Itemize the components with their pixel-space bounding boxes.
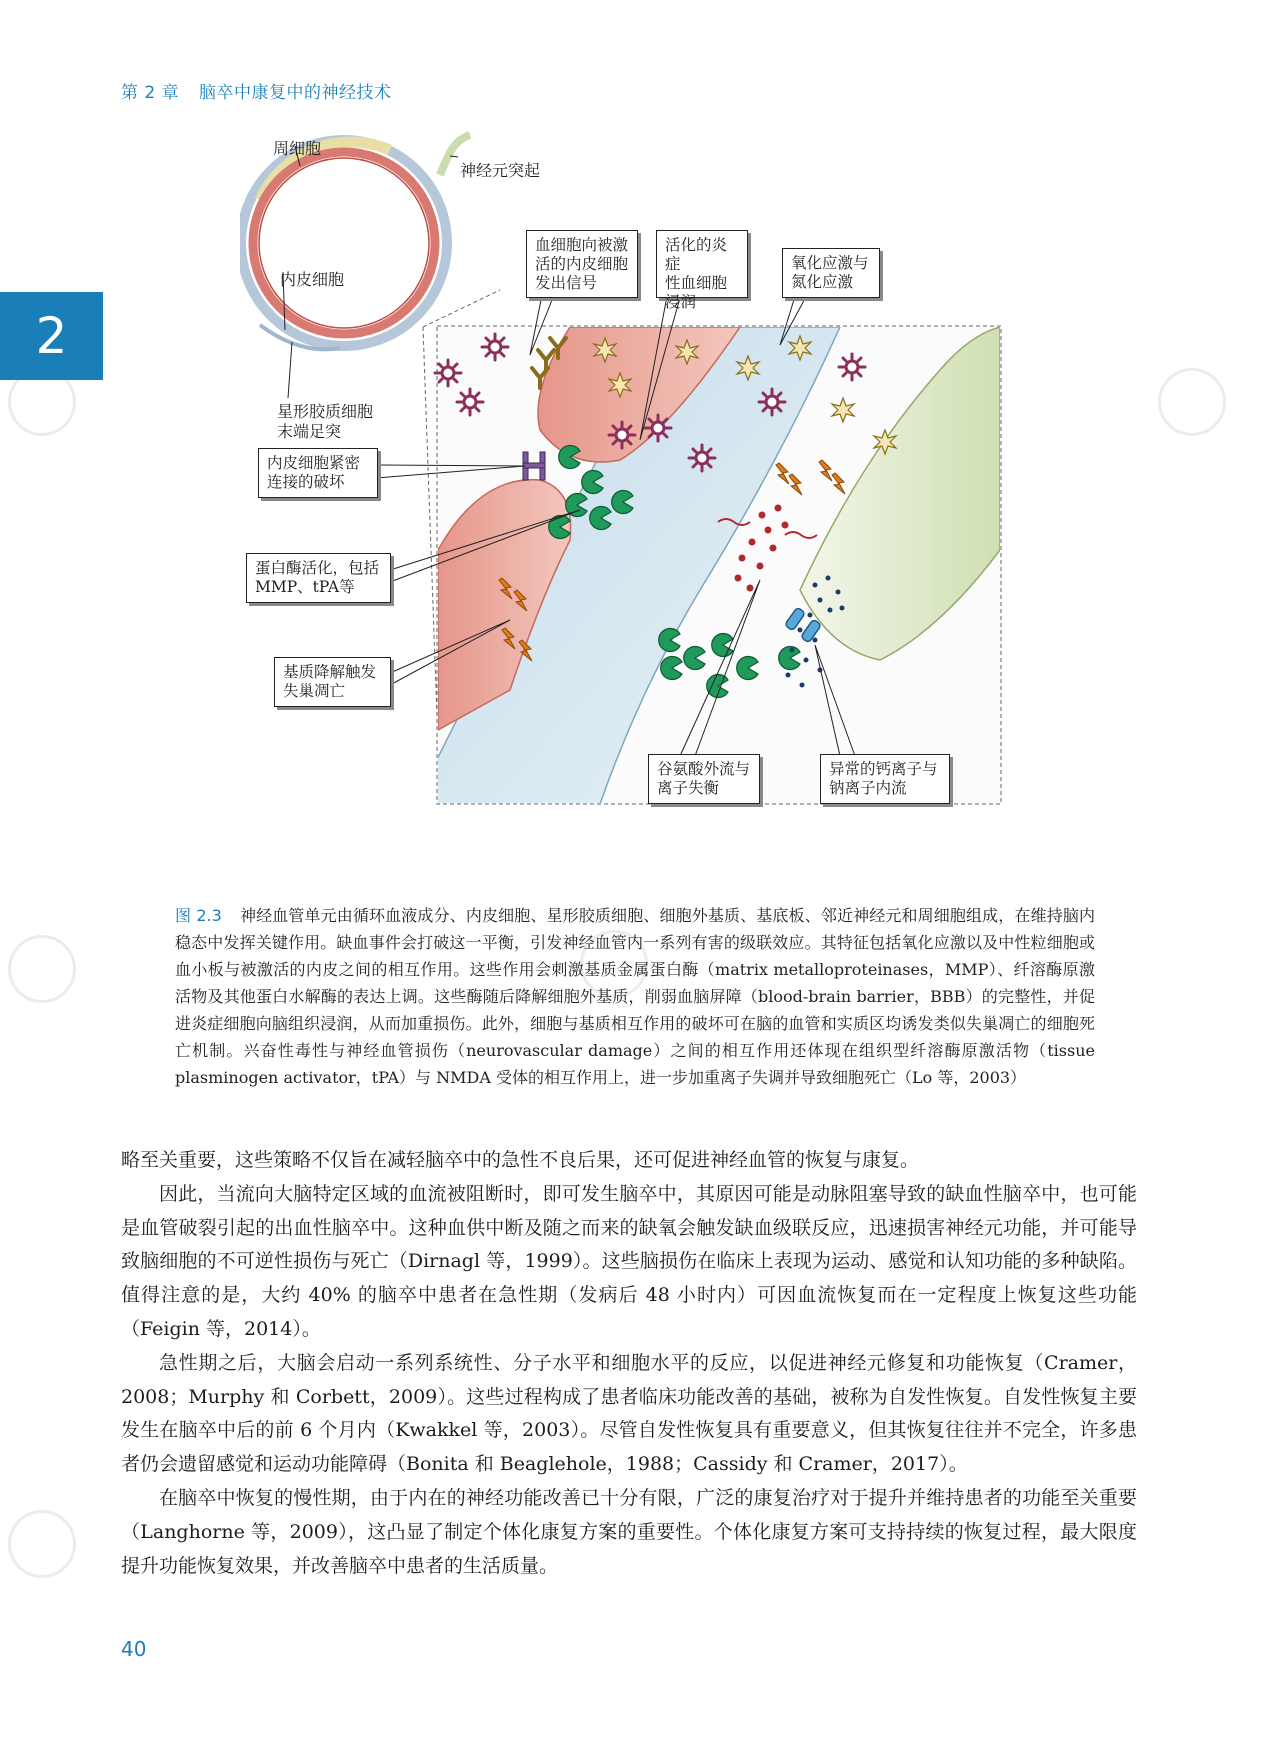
watermark-seal [1158, 368, 1226, 436]
callout-anoikis: 基质降解触发 失巢凋亡 [274, 657, 391, 707]
callout-protease: 蛋白酶活化，包括 MMP、tPA等 [246, 553, 391, 603]
label-astrocyte-endfeet: 星形胶质细胞 末端足突 [277, 402, 374, 441]
paragraph: 急性期之后，大脑会启动一系列系统性、分子水平和细胞水平的反应，以促进神经元修复和功能恢复（Cramer，2008；Murphy 和 Corbett，2009）。这些过程构成了患者临床功能改善的基础，被称为自发性恢复。自发性恢复主要发生在脑卒中后的前 6 个月内（Kwakkel 等，2003）。尽管自发性恢复具有重要意义，但其恢复往往并不完全，许多患者仍会遗留感觉和运动功能障碍（Bonita 和 Beaglehole，1988；Cassidy 和 Cramer，2017）。 [121, 1351, 1137, 1476]
chapter-tab: 2 [0, 292, 103, 380]
label-endothelial-cell: 内皮细胞 [280, 270, 345, 289]
watermark-seal [8, 935, 76, 1003]
label-pericyte: 周细胞 [273, 139, 322, 158]
figure-number: 图 2.3 [175, 906, 222, 925]
callout-signal: 血细胞向被激 活的内皮细胞 发出信号 [526, 230, 638, 298]
label-neuron-process: 神经元突起 [460, 161, 541, 180]
callout-tight-junction: 内皮细胞紧密 连接的破坏 [258, 448, 378, 498]
paragraph: 在脑卒中恢复的慢性期，由于内在的神经功能改善已十分有限，广泛的康复治疗对于提升并维持患者的功能至关重要（Langhorne 等，2009），这凸显了制定个体化康复方案的重要性。个体化康复方案可支持持续的恢复过程，最大限度提升功能恢复效果，并改善脑卒中患者的生活质量。 [121, 1486, 1137, 1577]
watermark-seal [8, 1510, 76, 1578]
figure-caption [175, 902, 1095, 1091]
neurovascular-unit-figure [240, 130, 1010, 900]
chapter-title: 脑卒中康复中的神经技术 [199, 83, 392, 103]
running-head [121, 78, 392, 103]
callout-calcium: 异常的钙离子与 钠离子内流 [820, 754, 950, 804]
page-number: 40 [121, 1637, 147, 1661]
chapter-number: 第 2 章 [121, 83, 180, 103]
figure-caption-text: 神经血管单元由循环血液成分、内皮细胞、星形胶质细胞、细胞外基质、基底板、邻近神经元和周细胞组成，在维持脑内稳态中发挥关键作用。缺血事件会打破这一平衡，引发神经血管内一系列有害的级联效应。其特征包括氧化应激以及中性粒细胞或血小板与被激活的内皮之间的相互作用。这些作用会刺激基质金属蛋白酶（matrix metalloproteinases，MMP）、纤溶酶原激活物及其他蛋白水解酶的表达上调。这些酶随后降解细胞外基质，削弱血脑屏障（blood-brain barrier，BBB）的完整性，并促进炎症细胞向脑组织浸润，从而加重损伤。此外，细胞与基质相互作用的破坏可在脑的血管和实质区均诱发类似失巢凋亡的细胞死亡机制。兴奋性毒性与神经血管损伤（neurovascular damage）之间的相互作用还体现在组织型纤溶酶原激活物（tissue plasminogen activator，tPA）与 NMDA 受体的相互作用上，进一步加重离子失调并导致细胞死亡（Lo 等，2003） [175, 906, 1095, 1087]
callout-glutamate: 谷氨酸外流与 离子失衡 [648, 754, 760, 804]
paragraph: 因此，当流向大脑特定区域的血流被阻断时，即可发生脑卒中，其原因可能是动脉阻塞导致的缺血性脑卒中，也可能是血管破裂引起的出血性脑卒中。这种血供中断及随之而来的缺氧会触发缺血级联反应，迅速损害神经元功能，并可能导致脑细胞的不可逆性损伤与死亡（Dirnagl 等，1999）。这些脑损伤在临床上表现为运动、感觉和认知功能的多种缺陷。值得注意的是，大约 40% 的脑卒中患者在急性期（发病后 48 小时内）可因血流恢复而在一定程度上恢复这些功能（Feigin 等，2014）。 [121, 1182, 1137, 1340]
paragraph: 略至关重要，这些策略不仅旨在减轻脑卒中的急性不良后果，还可促进神经血管的恢复与康复。 [121, 1149, 920, 1171]
callout-oxidative: 氧化应激与 氮化应激 [782, 248, 880, 298]
body-text [121, 1144, 1137, 1583]
callout-infiltration: 活化的炎症 性血细胞 浸润 [656, 230, 748, 298]
